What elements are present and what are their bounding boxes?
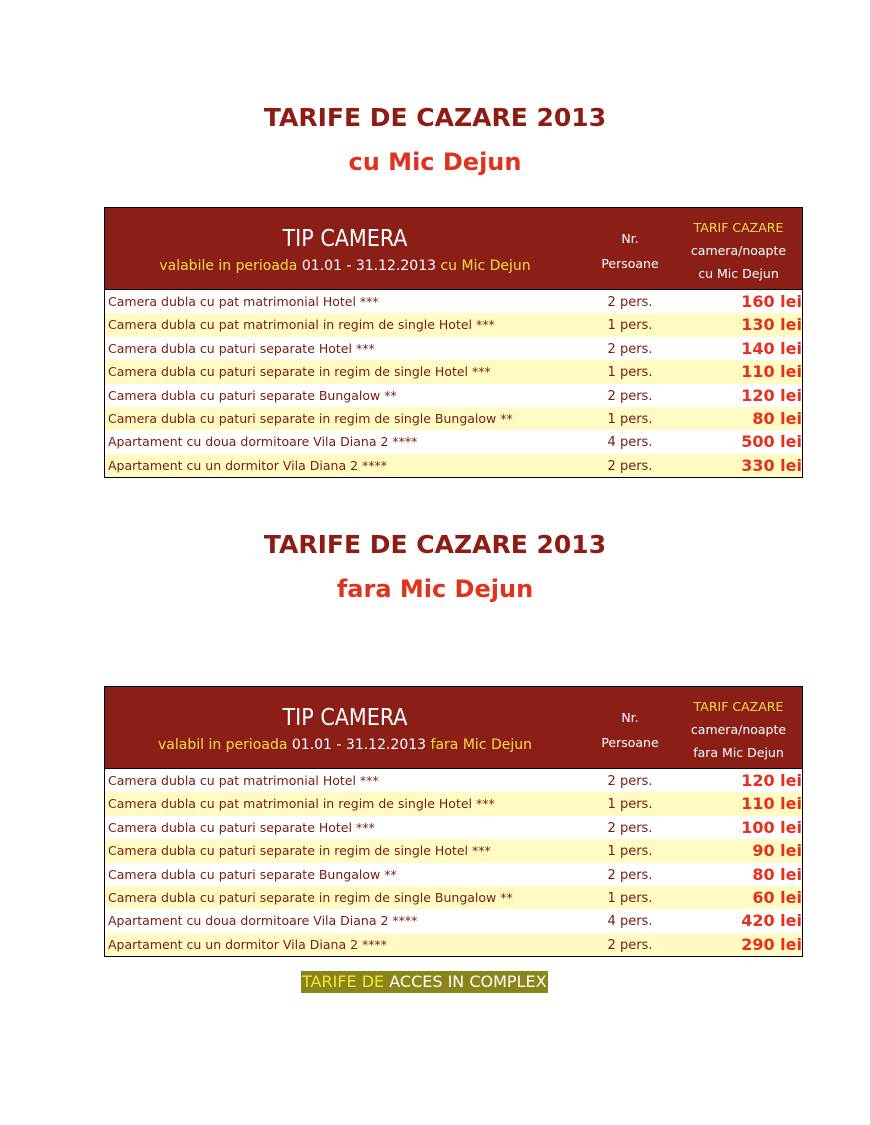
section-1-subtitle: cu Mic Dejun (348, 148, 522, 176)
persons: 2 pers. (607, 295, 653, 310)
price: 90 lei (752, 841, 802, 861)
room-name: Camera dubla cu paturi separate in regim de single Hotel *** (108, 843, 491, 859)
room-name: Camera dubla cu paturi separate in regim de single Bungalow ** (108, 889, 513, 905)
room-name: Camera dubla cu paturi separate in regim de single Hotel *** (108, 364, 491, 380)
persons: 1 pers. (607, 797, 653, 813)
header-camera-noapte: camera/noapte (690, 722, 787, 737)
persons: 2 pers. (607, 937, 653, 953)
price: 110 lei (741, 362, 802, 382)
price: 420 lei (741, 911, 802, 931)
room-name: Camera dubla cu pat matrimonial in regim de single Hotel *** (108, 317, 495, 333)
persons: 1 pers. (607, 365, 653, 381)
header-tarif (675, 216, 802, 285)
table-row (105, 909, 802, 932)
access-label-part2: ACCES IN COMPLEX (384, 972, 547, 991)
table-row (105, 407, 802, 430)
room-name: Camera dubla cu paturi separate in regim de single Bungalow ** (108, 410, 513, 426)
persons: 1 pers. (607, 844, 653, 860)
period-dates: 01.01 - 31.12.2013 (301, 258, 437, 274)
persons: 2 pers. (607, 341, 653, 357)
header-camera-noapte: camera/noapte (690, 243, 787, 258)
price: 120 lei (741, 385, 802, 405)
price: 290 lei (741, 934, 802, 954)
rates-table-without-breakfast (104, 686, 803, 957)
header-nr-persoane (575, 226, 685, 276)
price: 60 lei (752, 887, 802, 907)
room-name: Camera dubla cu paturi separate Bungalow ** (108, 866, 397, 882)
table-row (105, 454, 802, 477)
table-row (105, 886, 802, 909)
persons: 4 pers. (607, 435, 653, 451)
room-name: Apartament cu doua dormitoare Vila Diana 2 **** (108, 434, 418, 450)
header-nr-persoane (575, 705, 685, 755)
persons: 1 pers. (607, 890, 653, 906)
header-tarif-cazare: TARIF CAZARE (693, 220, 784, 235)
header-tarif-cazare: TARIF CAZARE (693, 699, 784, 714)
section-1-title: TARIFE DE CAZARE 2013 (263, 103, 607, 132)
price: 140 lei (741, 338, 802, 358)
table-row (105, 384, 802, 407)
room-name: Apartament cu doua dormitoare Vila Diana 2 **** (108, 913, 418, 929)
persons: 1 pers. (607, 411, 653, 427)
price: 80 lei (752, 864, 802, 884)
period-dates: 01.01 - 31.12.2013 (291, 737, 427, 753)
table-row (105, 816, 802, 839)
table-row (105, 933, 802, 956)
persons: 2 pers. (607, 820, 653, 836)
section-2-title: TARIFE DE CAZARE 2013 (263, 530, 607, 559)
room-name: Camera dubla cu pat matrimonial in regim de single Hotel *** (108, 796, 495, 812)
price: 500 lei (741, 432, 802, 452)
price: 110 lei (741, 794, 802, 814)
persons: 1 pers. (607, 318, 653, 334)
table-row (105, 337, 802, 360)
table-row (105, 430, 802, 453)
header-meal: cu Mic Dejun (698, 266, 779, 281)
table-row (105, 290, 802, 313)
header-meal: fara Mic Dejun (693, 745, 784, 760)
room-name: Camera dubla cu pat matrimonial Hotel *** (108, 773, 379, 788)
table-row (105, 863, 802, 886)
price: 130 lei (741, 315, 802, 335)
access-label-part1: TARIFE DE (302, 972, 385, 991)
persons: 2 pers. (607, 388, 653, 404)
room-name: Camera dubla cu pat matrimonial Hotel *** (108, 294, 379, 309)
price: 330 lei (741, 455, 802, 475)
table-row (105, 313, 802, 336)
table-body (105, 768, 802, 956)
price: 100 lei (741, 817, 802, 837)
access-rates-link[interactable] (301, 971, 548, 993)
header-nr: Nr. (621, 231, 639, 246)
header-period (105, 258, 585, 274)
table-body (105, 289, 802, 477)
period-prefix: valabil in perioada (158, 737, 288, 753)
price: 160 lei (741, 292, 802, 311)
period-prefix: valabile in perioada (159, 258, 298, 274)
persons: 2 pers. (607, 458, 653, 474)
room-name: Apartament cu un dormitor Vila Diana 2 **** (108, 936, 388, 952)
header-nr: Nr. (621, 710, 639, 725)
header-persoane: Persoane (601, 735, 659, 750)
header-tarif (675, 695, 802, 764)
table-header (105, 687, 802, 768)
room-name: Camera dubla cu paturi separate Bungalow ** (108, 387, 397, 403)
room-name: Camera dubla cu paturi separate Hotel *** (108, 819, 375, 835)
persons: 2 pers. (607, 774, 653, 789)
persons: 4 pers. (607, 914, 653, 930)
table-row (105, 839, 802, 862)
header-tip-camera: TIP CAMERA (282, 226, 408, 252)
table-row (105, 360, 802, 383)
persons: 2 pers. (607, 867, 653, 883)
price: 80 lei (752, 408, 802, 428)
header-period (105, 737, 585, 753)
period-suffix: fara Mic Dejun (430, 737, 532, 753)
table-row (105, 769, 802, 792)
room-name: Apartament cu un dormitor Vila Diana 2 **** (108, 457, 388, 473)
section-2-subtitle: fara Mic Dejun (336, 575, 534, 603)
rates-table-with-breakfast (104, 207, 803, 478)
room-name: Camera dubla cu paturi separate Hotel *** (108, 340, 375, 356)
price: 120 lei (741, 771, 802, 790)
table-header (105, 208, 802, 289)
period-suffix: cu Mic Dejun (440, 258, 531, 274)
header-tip-camera: TIP CAMERA (282, 705, 408, 731)
header-persoane: Persoane (601, 256, 659, 271)
table-row (105, 792, 802, 815)
